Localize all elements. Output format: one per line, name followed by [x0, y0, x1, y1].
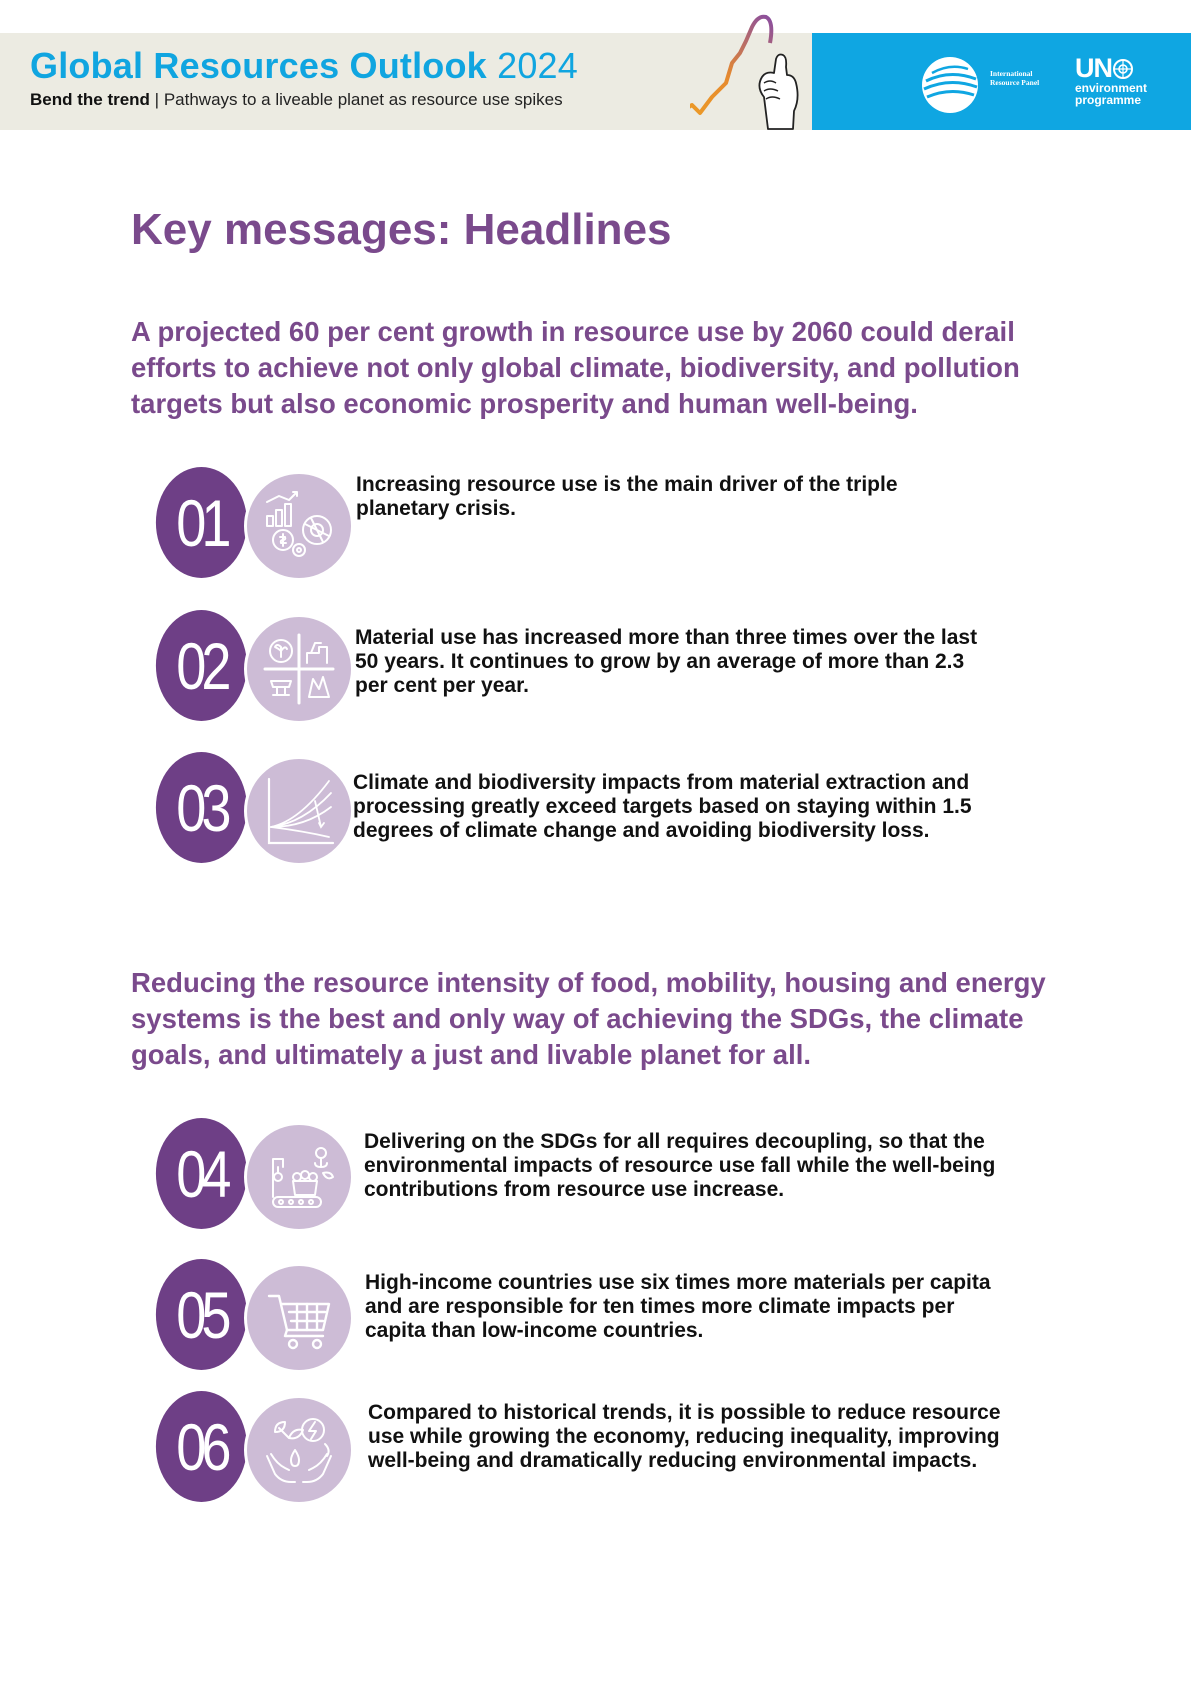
message-number: 06	[156, 1391, 247, 1502]
page-title: Key messages: Headlines	[131, 205, 672, 254]
lead-statement-2: Reducing the resource intensity of food, mobility, housing and energy systems is the best and only way of achieving the SDGs, the climate goals, and ultimately a just and livable planet for all.	[131, 967, 1046, 1070]
message-text: Climate and biodiversity impacts from material extraction and processing greatly exceed targets based on staying within 1.5 degrees of climate change and avoiding biodiversity loss.	[353, 771, 972, 842]
un-emblem-icon	[1112, 58, 1134, 80]
message-number: 05	[156, 1259, 247, 1370]
key-message-06	[146, 1391, 1046, 1503]
message-text: Compared to historical trends, it is possible to reduce resource use while growing the economy, reducing inequality, improving well-being and dramatically reducing environmental impacts.	[368, 1401, 1001, 1472]
message-text: Material use has increased more than three times over the last 50 years. It continues to grow by an average of more than 2.3 per cent per year.	[355, 626, 978, 697]
materials-quadrant-icon	[259, 629, 339, 709]
report-title	[30, 45, 578, 87]
hands-energy-icon	[259, 1410, 339, 1490]
key-message-01	[146, 467, 1046, 579]
report-title-text: Global Resources Outlook	[30, 45, 487, 86]
message-text: Increasing resource use is the main driver of the triple planetary crisis.	[356, 473, 898, 520]
message-icon-circle	[244, 471, 354, 581]
unep-logo-un: UN	[1075, 53, 1112, 83]
trend-curves-icon	[259, 771, 339, 851]
message-number: 02	[156, 610, 247, 721]
unep-logo-line-1: environment	[1075, 81, 1148, 95]
unep-logo	[1075, 54, 1165, 106]
message-number: 04	[156, 1118, 247, 1229]
unep-logo-line-2: programme	[1075, 93, 1142, 107]
key-message-02	[146, 610, 1046, 722]
message-number: 01	[156, 467, 247, 578]
tagline-rest: | Pathways to a liveable planet as resource use spikes	[149, 90, 563, 109]
message-icon-circle	[244, 1122, 354, 1232]
key-message-05	[146, 1259, 1046, 1371]
irp-logo-icon	[920, 55, 980, 115]
shopping-cart-icon	[259, 1278, 339, 1358]
report-tagline	[30, 90, 563, 110]
key-message-03	[146, 752, 1046, 864]
message-text: High-income countries use six times more materials per capita and are responsible for ten times more climate impacts per capita than low-income countries.	[365, 1271, 991, 1342]
tagline-bold: Bend the trend	[30, 90, 150, 109]
message-icon-circle	[244, 756, 354, 866]
lead-statement-1: A projected 60 per cent growth in resource use by 2060 could derail efforts to achieve not only global climate, biodiversity, and pollution targets but also economic prosperity and human well-being.	[131, 316, 1020, 419]
message-icon-circle	[244, 1395, 354, 1505]
message-text: Delivering on the SDGs for all requires decoupling, so that the environmental impacts of resource use fall while the well-being contributions from resource use increase.	[364, 1130, 996, 1201]
message-icon-circle	[244, 1263, 354, 1373]
message-icon-circle	[244, 614, 354, 724]
food-processing-icon	[259, 1137, 339, 1217]
irp-logo-text: International Resource Panel	[990, 69, 1040, 87]
message-number: 03	[156, 752, 247, 863]
resources-finance-icon	[259, 486, 339, 566]
unep-logo-mark	[1075, 54, 1165, 82]
header-banner	[0, 33, 1191, 130]
bend-the-trend-illustration	[690, 13, 830, 130]
key-message-04	[146, 1118, 1046, 1230]
report-year: 2024	[497, 45, 578, 86]
